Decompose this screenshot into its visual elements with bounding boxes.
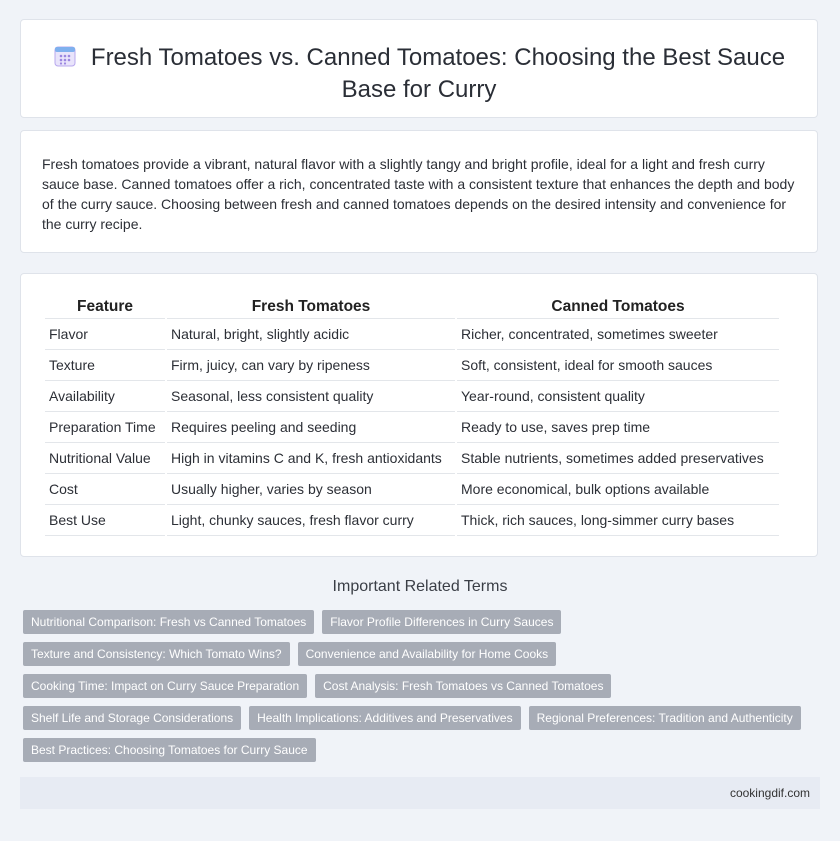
related-term-tag[interactable]: Best Practices: Choosing Tomatoes for Curry Sauce <box>23 738 316 762</box>
row-feature: Availability <box>45 381 165 412</box>
row-feature: Cost <box>45 474 165 505</box>
row-feature: Texture <box>45 350 165 381</box>
related-term-tag[interactable]: Nutritional Comparison: Fresh vs Canned Tomatoes <box>23 610 314 634</box>
table-row <box>45 412 779 443</box>
row-canned: Stable nutrients, sometimes added preservatives <box>457 443 779 474</box>
row-fresh: Requires peeling and seeding <box>167 412 455 443</box>
related-term-tag[interactable]: Health Implications: Additives and Preservatives <box>249 706 520 730</box>
related-term-tag[interactable]: Regional Preferences: Tradition and Authenticity <box>529 706 801 730</box>
related-term-tag[interactable]: Cost Analysis: Fresh Tomatoes vs Canned Tomatoes <box>315 674 611 698</box>
row-feature: Preparation Time <box>45 412 165 443</box>
calendar-icon <box>53 44 77 75</box>
intro-paragraph: Fresh tomatoes provide a vibrant, natural flavor with a slightly tangy and bright profile, ideal for a light and fresh curry sauce base. Canned tomatoes offer a rich, concentrated taste with a consistent texture that enhances the depth and body of the curry sauce. Choosing between fresh and canned tomatoes depends on the desired intensity and convenience for the curry recipe. <box>42 156 795 232</box>
table-row <box>45 319 779 350</box>
column-header-fresh: Fresh Tomatoes <box>167 296 455 319</box>
related-term-tag[interactable]: Texture and Consistency: Which Tomato Wins? <box>23 642 290 666</box>
related-term-tag[interactable]: Cooking Time: Impact on Curry Sauce Preparation <box>23 674 307 698</box>
row-fresh: Usually higher, varies by season <box>167 474 455 505</box>
table-row <box>45 381 779 412</box>
row-canned: Ready to use, saves prep time <box>457 412 779 443</box>
row-canned: Thick, rich sauces, long-simmer curry bases <box>457 505 779 536</box>
related-term-tag[interactable]: Convenience and Availability for Home Cooks <box>298 642 557 666</box>
page-title: Fresh Tomatoes vs. Canned Tomatoes: Choosing the Best Sauce Base for Curry <box>90 44 786 103</box>
row-canned: Soft, consistent, ideal for smooth sauces <box>457 350 779 381</box>
title-card <box>20 19 818 118</box>
table-header-row <box>45 296 779 319</box>
row-canned: More economical, bulk options available <box>457 474 779 505</box>
column-header-canned: Canned Tomatoes <box>457 296 779 319</box>
table-row <box>45 350 779 381</box>
row-feature: Best Use <box>45 505 165 536</box>
row-feature: Nutritional Value <box>45 443 165 474</box>
table-row <box>45 505 779 536</box>
related-terms-heading: Important Related Terms <box>332 578 508 595</box>
comparison-table <box>43 296 781 536</box>
column-header-feature: Feature <box>45 296 165 319</box>
footer-site-link[interactable]: cookingdif.com <box>729 786 810 800</box>
row-fresh: Light, chunky sauces, fresh flavor curry <box>167 505 455 536</box>
row-fresh: Natural, bright, slightly acidic <box>167 319 455 350</box>
comparison-card <box>20 273 818 557</box>
row-fresh: High in vitamins C and K, fresh antioxidants <box>167 443 455 474</box>
intro-card <box>20 130 818 253</box>
row-feature: Flavor <box>45 319 165 350</box>
row-fresh: Seasonal, less consistent quality <box>167 381 455 412</box>
table-row <box>45 443 779 474</box>
row-canned: Richer, concentrated, sometimes sweeter <box>457 319 779 350</box>
row-fresh: Firm, juicy, can vary by ripeness <box>167 350 455 381</box>
related-term-tag[interactable]: Flavor Profile Differences in Curry Sauces <box>322 610 561 634</box>
row-canned: Year-round, consistent quality <box>457 381 779 412</box>
page-title-wrap <box>51 43 787 104</box>
related-terms-list <box>23 610 813 762</box>
table-row <box>45 474 779 505</box>
footer-bar <box>20 777 820 809</box>
related-term-tag[interactable]: Shelf Life and Storage Considerations <box>23 706 241 730</box>
